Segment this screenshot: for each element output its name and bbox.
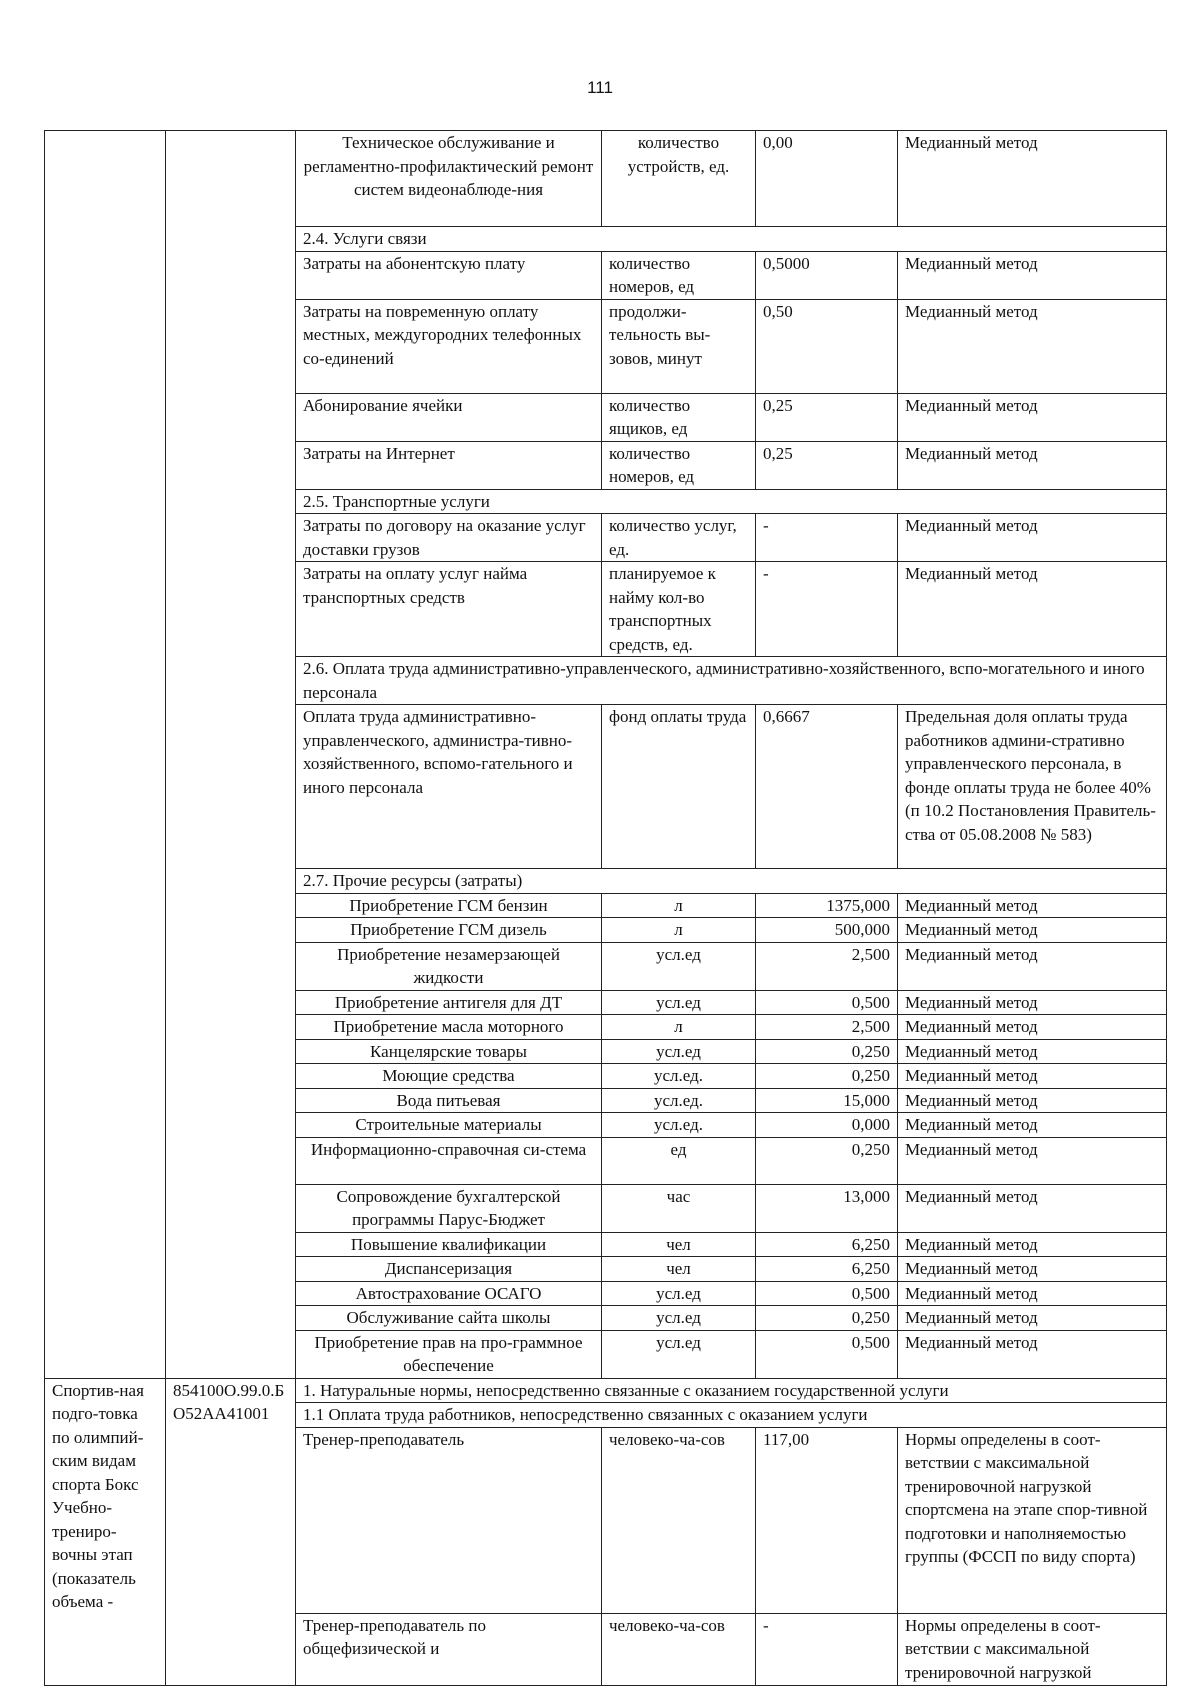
row-value: 2,500 — [756, 942, 898, 990]
row-name: Повышение квалификации — [296, 1232, 602, 1257]
row-method: Медианный метод — [898, 1330, 1167, 1378]
row-value: 1375,000 — [756, 893, 898, 918]
row-unit: чел — [602, 1232, 756, 1257]
row-method: Медианный метод — [898, 1015, 1167, 1040]
row-value: 6,250 — [756, 1257, 898, 1282]
row-value: 0,50 — [756, 299, 898, 393]
row-name: Информационно-справочная си-стема — [296, 1137, 602, 1184]
row-value: - — [756, 562, 898, 657]
row-name: Моющие средства — [296, 1064, 602, 1089]
row-method: Медианный метод — [898, 393, 1167, 441]
row-value: - — [756, 1613, 898, 1685]
row-method: Предельная доля оплаты труда работников админи-стративно управленческого персонала, в фонде оплаты труда не более 40% (п 10.2 Постановления Правитель-ства от 05.08.2008 № 583) — [898, 705, 1167, 869]
section-heading: 2.4. Услуги связи — [296, 227, 1167, 252]
row-method: Медианный метод — [898, 1232, 1167, 1257]
row-name: Вода питьевая — [296, 1088, 602, 1113]
row-method: Медианный метод — [898, 562, 1167, 657]
row-unit: усл.ед — [602, 990, 756, 1015]
row-method: Медианный метод — [898, 990, 1167, 1015]
row-name: Техническое обслуживание и регламентно-профилактический ремонт систем видеонаблюде-ния — [296, 131, 602, 227]
row-value: 0,00 — [756, 131, 898, 227]
row-value: 0,250 — [756, 1306, 898, 1331]
row-method: Медианный метод — [898, 1064, 1167, 1089]
row-method: Медианный метод — [898, 1257, 1167, 1282]
row-method: Медианный метод — [898, 441, 1167, 489]
row-name: Абонирование ячейки — [296, 393, 602, 441]
row-name: Тренер-преподаватель — [296, 1427, 602, 1613]
row-unit: планируемое к найму кол-во транспортных средств, ед. — [602, 562, 756, 657]
row-unit: человеко-ча-сов — [602, 1427, 756, 1613]
row-name: Сопровождение бухгалтерской программы Парус-Бюджет — [296, 1184, 602, 1232]
row-unit: продолжи-тельность вы-зовов, минут — [602, 299, 756, 393]
row-method: Медианный метод — [898, 514, 1167, 562]
row-method: Медианный метод — [898, 131, 1167, 227]
row-name: Затраты на абонентскую плату — [296, 251, 602, 299]
row-value: 0,250 — [756, 1039, 898, 1064]
row-method: Медианный метод — [898, 1088, 1167, 1113]
row-name: Затраты на оплату услуг найма транспортных средств — [296, 562, 602, 657]
row-unit: усл.ед — [602, 1039, 756, 1064]
row-value: 13,000 — [756, 1184, 898, 1232]
section-heading: 1.1 Оплата труда работников, непосредственно связанных с оказанием услуги — [296, 1403, 1167, 1428]
row-unit: л — [602, 1015, 756, 1040]
row-value: 0,5000 — [756, 251, 898, 299]
row-unit: усл.ед — [602, 942, 756, 990]
row-unit: количество услуг, ед. — [602, 514, 756, 562]
row-name: Обслуживание сайта школы — [296, 1306, 602, 1331]
row-name: Приобретение масла моторного — [296, 1015, 602, 1040]
row-value: 0,000 — [756, 1113, 898, 1138]
row-value: 0,25 — [756, 441, 898, 489]
row-value: 0,500 — [756, 1330, 898, 1378]
row-method: Медианный метод — [898, 893, 1167, 918]
section-heading: 2.5. Транспортные услуги — [296, 489, 1167, 514]
row-unit: количество устройств, ед. — [602, 131, 756, 227]
service-name-cell-empty — [45, 131, 166, 1379]
row-unit: фонд оплаты труда — [602, 705, 756, 869]
row-unit: ед — [602, 1137, 756, 1184]
row-unit: человеко-ча-сов — [602, 1613, 756, 1685]
service-code-cell-empty — [166, 131, 296, 1379]
row-name: Приобретение прав на про-граммное обеспечение — [296, 1330, 602, 1378]
section-heading: 2.7. Прочие ресурсы (затраты) — [296, 869, 1167, 894]
row-method: Медианный метод — [898, 299, 1167, 393]
row-unit: л — [602, 918, 756, 943]
section-heading: 2.6. Оплата труда административно-управленческого, административно-хозяйственного, вспо-могательного и иного персонала — [296, 657, 1167, 705]
row-name: Затраты на повременную оплату местных, междугородних телефонных со-единений — [296, 299, 602, 393]
row-unit: количество номеров, ед — [602, 441, 756, 489]
row-method: Медианный метод — [898, 918, 1167, 943]
row-method: Медианный метод — [898, 1281, 1167, 1306]
norms-table — [44, 130, 1167, 1686]
table-row — [45, 131, 1167, 227]
row-method: Медианный метод — [898, 1306, 1167, 1331]
row-name: Приобретение ГСМ бензин — [296, 893, 602, 918]
row-unit: усл.ед — [602, 1330, 756, 1378]
row-name: Диспансеризация — [296, 1257, 602, 1282]
row-value: 0,500 — [756, 1281, 898, 1306]
row-unit: чел — [602, 1257, 756, 1282]
row-method: Медианный метод — [898, 1113, 1167, 1138]
row-method: Нормы определены в соот-ветствии с максимальной тренировочной нагрузкой — [898, 1613, 1167, 1685]
row-value: 2,500 — [756, 1015, 898, 1040]
row-unit: усл.ед. — [602, 1088, 756, 1113]
row-name: Канцелярские товары — [296, 1039, 602, 1064]
row-name: Приобретение незамерзающей жидкости — [296, 942, 602, 990]
row-value: 0,250 — [756, 1064, 898, 1089]
row-value: - — [756, 514, 898, 562]
row-value: 0,250 — [756, 1137, 898, 1184]
row-name: Автострахование ОСАГО — [296, 1281, 602, 1306]
row-name: Тренер-преподаватель по общефизической и — [296, 1613, 602, 1685]
page-number: 111 — [587, 78, 613, 97]
row-name: Строительные материалы — [296, 1113, 602, 1138]
row-method: Медианный метод — [898, 1039, 1167, 1064]
row-method: Медианный метод — [898, 1184, 1167, 1232]
row-value: 500,000 — [756, 918, 898, 943]
row-name: Приобретение антигеля для ДТ — [296, 990, 602, 1015]
row-method: Медианный метод — [898, 942, 1167, 990]
row-unit: усл.ед. — [602, 1113, 756, 1138]
table-row — [45, 1378, 1167, 1403]
row-unit: час — [602, 1184, 756, 1232]
row-value: 0,25 — [756, 393, 898, 441]
row-value: 6,250 — [756, 1232, 898, 1257]
row-unit: л — [602, 893, 756, 918]
row-method: Медианный метод — [898, 251, 1167, 299]
row-value: 0,500 — [756, 990, 898, 1015]
row-unit: усл.ед — [602, 1281, 756, 1306]
row-value: 0,6667 — [756, 705, 898, 869]
row-name: Затраты на Интернет — [296, 441, 602, 489]
row-unit: количество номеров, ед — [602, 251, 756, 299]
row-method: Нормы определены в соот-ветствии с максимальной тренировочной нагрузкой спортсмена на этапе спор-тивной подготовки и наполняемостью группы (ФССП по виду спорта) — [898, 1427, 1167, 1613]
row-value: 15,000 — [756, 1088, 898, 1113]
service-name: Спортив-ная подго-товка по олимпий-ским видам спорта Бокс Учебно-трениро-вочны этап (показатель объема - — [45, 1378, 166, 1685]
service-code: 854100О.99.0.БО52АА41001 — [166, 1378, 296, 1685]
row-unit: количество ящиков, ед — [602, 393, 756, 441]
row-unit: усл.ед — [602, 1306, 756, 1331]
row-name: Оплата труда административно-управленческого, администра-тивно-хозяйственного, вспомо-гательного и иного персонала — [296, 705, 602, 869]
row-unit: усл.ед. — [602, 1064, 756, 1089]
row-name: Приобретение ГСМ дизель — [296, 918, 602, 943]
row-method: Медианный метод — [898, 1137, 1167, 1184]
row-name: Затраты по договору на оказание услуг доставки грузов — [296, 514, 602, 562]
section-heading: 1. Натуральные нормы, непосредственно связанные с оказанием государственной услуги — [296, 1378, 1167, 1403]
row-value: 117,00 — [756, 1427, 898, 1613]
